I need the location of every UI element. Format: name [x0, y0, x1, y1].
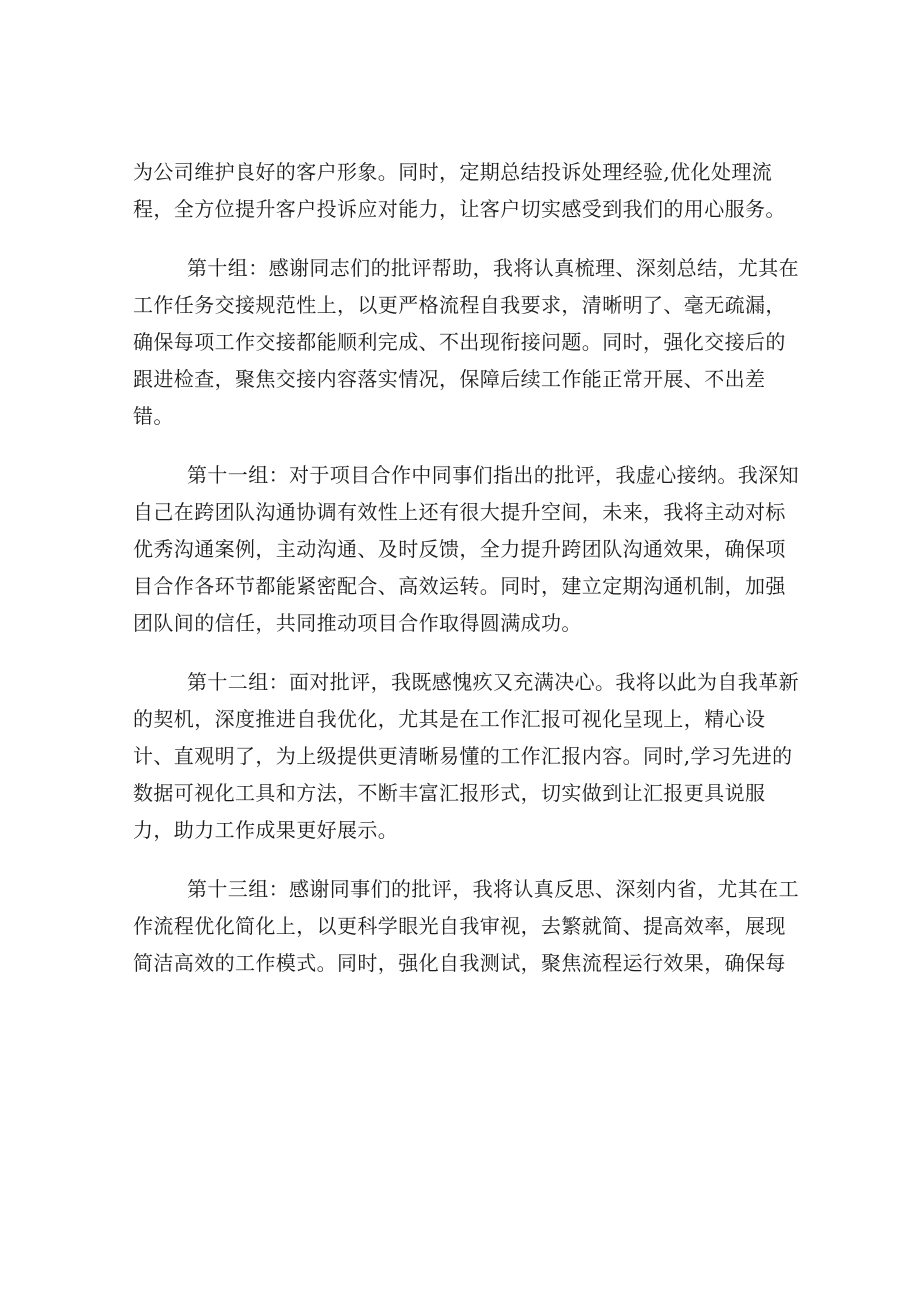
text-line: 自己在跨团队沟通协调有效性上还有很大提升空间，未来，我将主动对标 — [133, 500, 786, 524]
text-line: 错。 — [133, 404, 174, 428]
paragraph-group-12 — [133, 664, 799, 849]
text-line: 第十二组：面对批评，我既感愧疚又充满决心。我将以此为自我革新 — [187, 670, 799, 694]
text-line: 为公司维护良好的客户形象。同时，定期总结投诉处理经验,优化处理流 — [133, 160, 773, 184]
text-line: 作流程优化简化上，以更科学眼光自我审视，去繁就简、提高效率，展现 — [133, 914, 786, 938]
paragraph-group-11 — [133, 457, 799, 642]
text-line: 跟进检查，聚焦交接内容落实情况，保障后续工作能正常开展、不出差 — [133, 367, 766, 391]
text-line: 力，助力工作成果更好展示。 — [133, 818, 399, 842]
paragraph-customer-complaint-continuation — [133, 154, 793, 228]
text-line: 第十组：感谢同志们的批评帮助，我将认真梳理、深刻总结，尤其在 — [187, 256, 799, 280]
text-line: 计、直观明了，为上级提供更清晰易懂的工作汇报内容。同时,学习先进的 — [133, 744, 793, 768]
body-text — [133, 154, 799, 1004]
text-line: 第十三组：感谢同事们的批评，我将认真反思、深刻内省，尤其在工 — [187, 877, 799, 901]
text-line: 程，全方位提升客户投诉应对能力，让客户切实感受到我们的用心服务。 — [133, 197, 786, 221]
text-line: 简洁高效的工作模式。同时，强化自我测试，聚焦流程运行效果，确保每 — [133, 951, 786, 975]
text-line: 确保每项工作交接都能顺利完成、不出现衔接问题。同时，强化交接后的 — [133, 330, 786, 354]
text-line: 数据可视化工具和方法，不断丰富汇报形式，切实做到让汇报更具说服 — [133, 781, 766, 805]
text-line: 工作任务交接规范性上，以更严格流程自我要求，清晰明了、毫无疏漏， — [133, 293, 786, 317]
text-line: 团队间的信任，共同推动项目合作取得圆满成功。 — [133, 611, 582, 635]
text-line: 的契机，深度推进自我优化，尤其是在工作汇报可视化呈现上，精心设 — [133, 707, 766, 731]
text-line: 优秀沟通案例，主动沟通、及时反馈，全力提升跨团队沟通效果，确保项 — [133, 537, 786, 561]
text-line: 目合作各环节都能紧密配合、高效运转。同时，建立定期沟通机制，加强 — [133, 574, 786, 598]
paragraph-group-13 — [133, 871, 799, 982]
paragraph-group-10 — [133, 250, 799, 435]
text-line: 第十一组：对于项目合作中同事们指出的批评，我虚心接纳。我深知 — [187, 463, 799, 487]
